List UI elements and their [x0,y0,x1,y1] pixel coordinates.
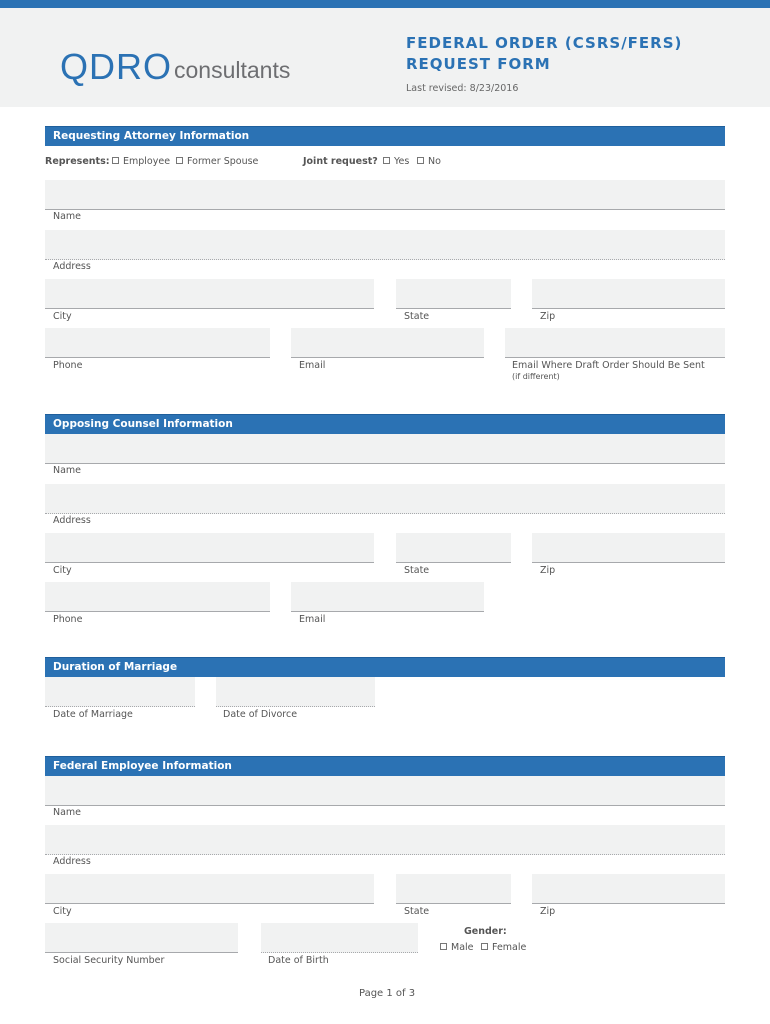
date-of-divorce-label: Date of Divorce [223,709,298,720]
employee-state-label: State [404,906,430,917]
date-of-marriage-field[interactable] [45,677,195,707]
date-of-birth-field[interactable] [261,923,418,953]
section-title: Duration of Marriage [53,661,178,673]
employee-checkbox[interactable] [112,157,119,164]
opposing-zip-field[interactable] [532,533,725,563]
opposing-phone-label: Phone [53,614,83,625]
employee-address-label: Address [53,856,91,867]
attorney-zip-field[interactable] [532,279,725,309]
section-title: Opposing Counsel Information [53,418,233,430]
employee-zip-label: Zip [540,906,556,917]
opposing-address-label: Address [53,515,91,526]
logo-subtext: consultants [174,57,291,83]
top-accent-bar [0,0,770,8]
attorney-zip-label: Zip [540,311,556,322]
logo-wordmark: QDRO [60,46,172,87]
joint-request-label: Joint request? [303,156,378,167]
opposing-state-field[interactable] [396,533,511,563]
attorney-state-field[interactable] [396,279,511,309]
page-number: Page 1 of 3 [359,988,416,999]
attorney-email-field[interactable] [291,328,484,358]
section-header-requesting-attorney [45,126,725,146]
ssn-field[interactable] [45,923,238,953]
attorney-email-label: Email [299,360,326,371]
form-title-line1: FEDERAL ORDER (CSRS/FERS) [406,34,683,52]
former-spouse-option-label: Former Spouse [187,156,259,167]
employee-name-label: Name [53,807,82,818]
form-title-line2: REQUEST FORM [406,55,551,73]
employee-address-field[interactable] [45,825,725,855]
joint-no-label: No [428,156,441,167]
ssn-label: Social Security Number [53,955,165,966]
form-title [406,33,736,75]
draft-order-email-label: Email Where Draft Order Should Be Sent [512,360,705,371]
opposing-name-field[interactable] [45,434,725,464]
attorney-city-field[interactable] [45,279,374,309]
attorney-city-label: City [53,311,72,322]
opposing-city-label: City [53,565,72,576]
section-title: Requesting Attorney Information [53,130,250,142]
female-option-label: Female [492,942,527,953]
attorney-phone-field[interactable] [45,328,270,358]
joint-yes-checkbox[interactable] [383,157,390,164]
opposing-phone-field[interactable] [45,582,270,612]
qdro-logo [60,46,291,87]
employee-city-field[interactable] [45,874,374,904]
opposing-zip-label: Zip [540,565,556,576]
represents-label: Represents: [45,156,110,167]
attorney-address-field[interactable] [45,230,725,260]
opposing-name-label: Name [53,465,82,476]
opposing-address-field[interactable] [45,484,725,514]
section-header-federal-employee [45,756,725,776]
attorney-state-label: State [404,311,430,322]
employee-zip-field[interactable] [532,874,725,904]
joint-no-checkbox[interactable] [417,157,424,164]
draft-order-email-field[interactable] [505,328,725,358]
employee-name-field[interactable] [45,776,725,806]
last-revised: Last revised: 8/23/2016 [406,83,519,94]
former-spouse-checkbox[interactable] [176,157,183,164]
attorney-name-field[interactable] [45,180,725,210]
opposing-state-label: State [404,565,430,576]
female-checkbox[interactable] [481,943,488,950]
attorney-phone-label: Phone [53,360,83,371]
date-of-marriage-label: Date of Marriage [53,709,133,720]
opposing-email-label: Email [299,614,326,625]
draft-order-email-note: (if different) [512,372,560,381]
employee-state-field[interactable] [396,874,511,904]
date-of-divorce-field[interactable] [216,677,375,707]
gender-label: Gender: [464,926,507,937]
attorney-name-label: Name [53,211,82,222]
date-of-birth-label: Date of Birth [268,955,329,966]
opposing-email-field[interactable] [291,582,484,612]
employee-option-label: Employee [123,156,171,167]
employee-city-label: City [53,906,72,917]
attorney-address-label: Address [53,261,91,272]
opposing-city-field[interactable] [45,533,374,563]
male-option-label: Male [451,942,474,953]
section-header-opposing-counsel [45,414,725,434]
section-header-duration-of-marriage [45,657,725,677]
section-title: Federal Employee Information [53,760,232,772]
male-checkbox[interactable] [440,943,447,950]
joint-yes-label: Yes [394,156,410,167]
